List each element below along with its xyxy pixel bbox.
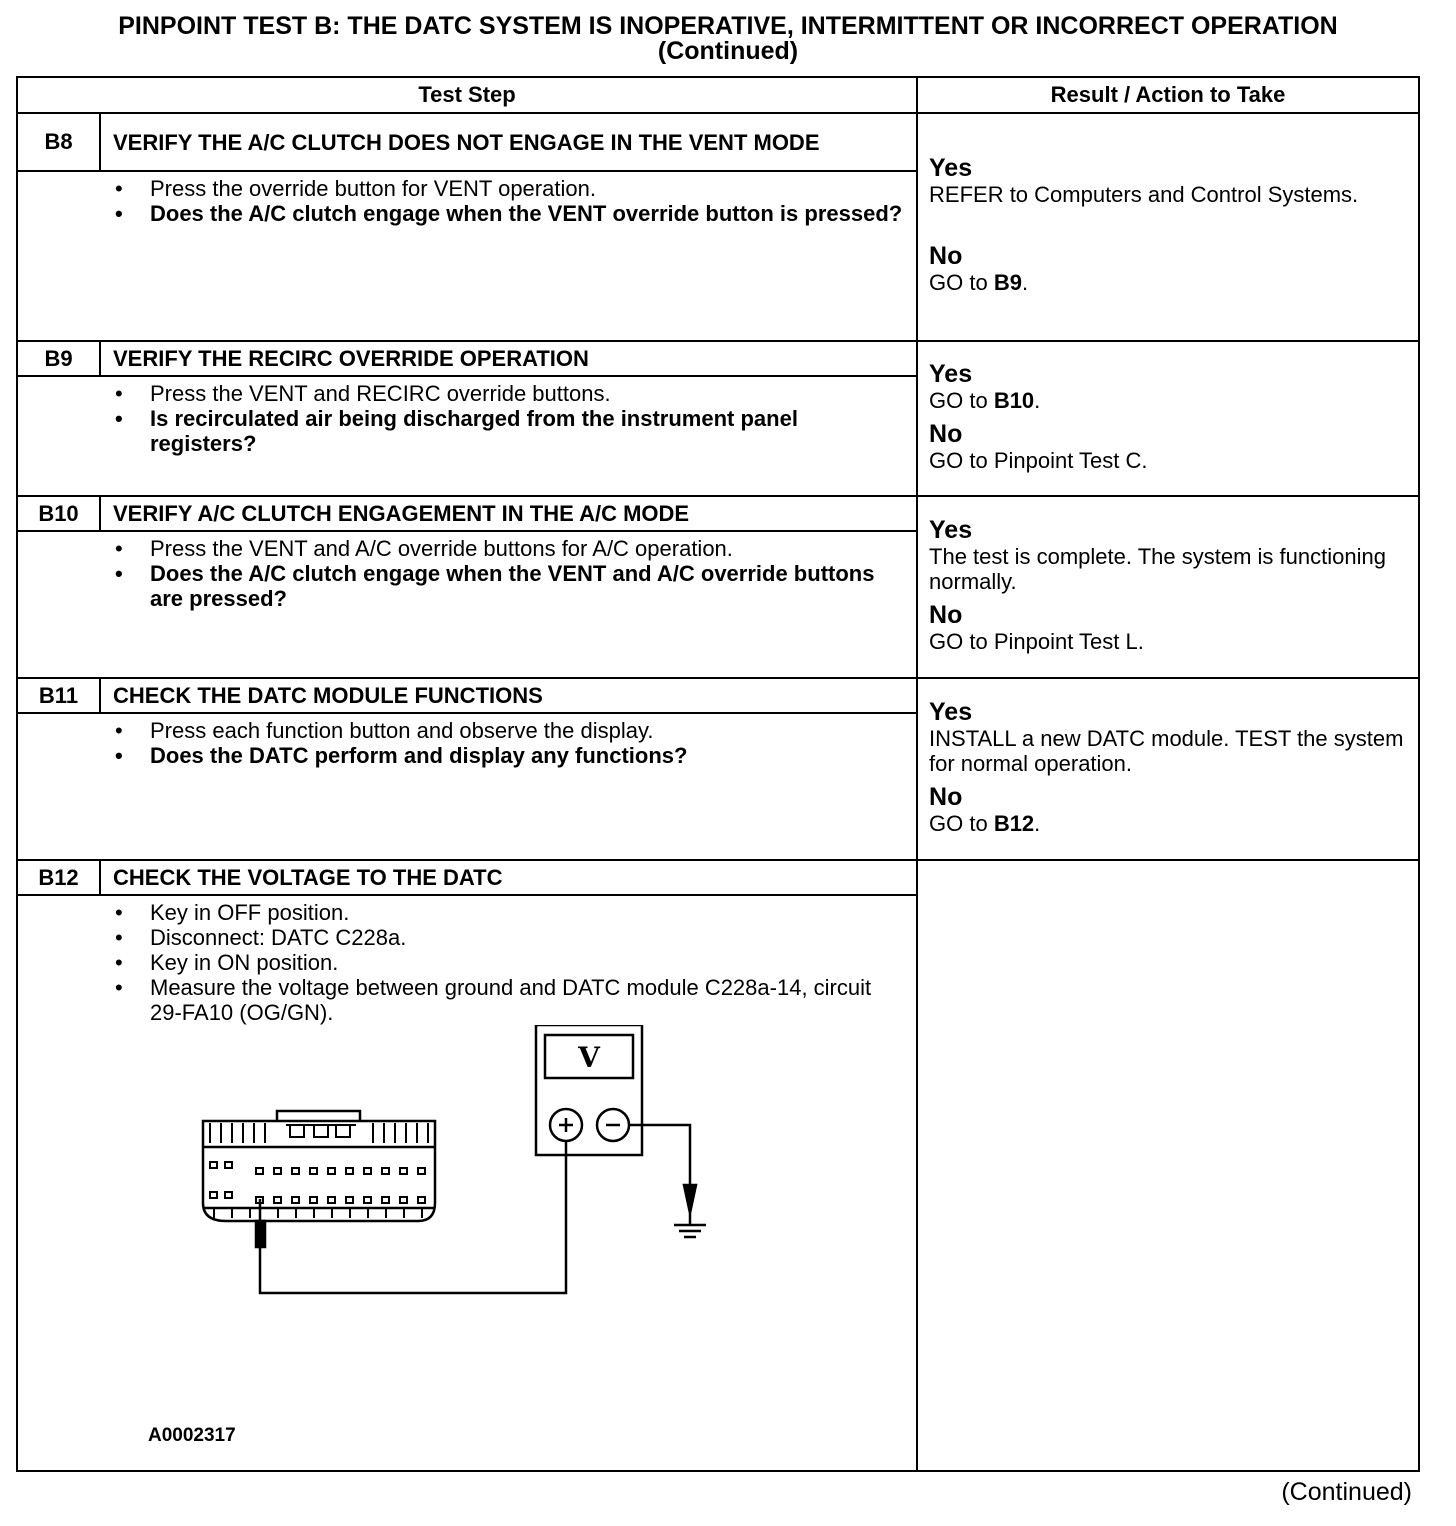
step-row (17, 341, 1419, 376)
no-label: No (929, 242, 963, 270)
step-body (17, 376, 917, 496)
voltmeter-connector-diagram-icon (18, 1025, 916, 1470)
meter-symbol: V (578, 1041, 600, 1074)
result-cell (917, 113, 1419, 341)
probe-tip (684, 1185, 696, 1213)
yes-label: Yes (929, 359, 973, 388)
yes-label: Yes (929, 697, 973, 726)
step-title: CHECK THE VOLTAGE TO THE DATC (100, 860, 917, 895)
yes-label: Yes (929, 515, 973, 544)
page-title-continued: (Continued) (657, 37, 799, 65)
result-cell-empty (917, 860, 1419, 1471)
step-body (17, 895, 917, 1471)
no-label: No (929, 419, 963, 448)
step-row (17, 860, 1419, 895)
yes-label: Yes (929, 154, 973, 182)
step-body (17, 171, 917, 341)
no-label: No (929, 600, 963, 629)
voltmeter-connector-figure (18, 1025, 906, 1470)
step-row (17, 678, 1419, 713)
no-action: GO to B9. (929, 270, 1029, 295)
table-header-row (17, 77, 1419, 113)
list-item-question: • Does the DATC perform and display any functions? (18, 743, 906, 768)
no-action: GO to Pinpoint Test L. (929, 628, 1144, 654)
step-id: B10 (17, 496, 100, 531)
result-cell (917, 341, 1419, 496)
step-bullets (18, 536, 906, 611)
result-cell (917, 678, 1419, 860)
yes-action: REFER to Computers and Control Systems. (929, 182, 1359, 207)
result-cell (917, 496, 1419, 678)
list-item-question: • Does the A/C clutch engage when the VENT override button is pressed? (18, 201, 906, 226)
pinpoint-test-table (16, 76, 1420, 1472)
continued-footer: (Continued) (1281, 1478, 1412, 1506)
step-id: B11 (17, 678, 100, 713)
step-bullets (18, 381, 906, 456)
figure-id: A0002317 (148, 1425, 236, 1446)
step-body (17, 531, 917, 678)
step-title: VERIFY THE RECIRC OVERRIDE OPERATION (100, 341, 917, 376)
no-action: GO to B12. (929, 810, 1041, 836)
no-action: GO to Pinpoint Test C. (929, 447, 1148, 473)
list-item: • Key in OFF position. (18, 900, 906, 925)
yes-action: GO to B10. (929, 387, 1041, 413)
header-result-action: Result / Action to Take (917, 77, 1419, 113)
page-title: PINPOINT TEST B: THE DATC SYSTEM IS INOPERATIVE, INTERMITTENT OR INCORRECT OPERATION (118, 12, 1338, 40)
list-item: • Press the override button for VENT operation. (18, 176, 906, 201)
list-item-question: • Is recirculated air being discharged from the instrument panel registers? (18, 406, 906, 456)
step-title: VERIFY A/C CLUTCH ENGAGEMENT IN THE A/C MODE (100, 496, 917, 531)
step-title: CHECK THE DATC MODULE FUNCTIONS (100, 678, 917, 713)
step-bullets (18, 718, 906, 768)
step-id: B9 (17, 341, 100, 376)
step-id: B12 (17, 860, 100, 895)
list-item: • Press the VENT and A/C override buttons for A/C operation. (18, 536, 906, 561)
step-title: VERIFY THE A/C CLUTCH DOES NOT ENGAGE IN THE VENT MODE (100, 113, 917, 171)
step-row (17, 113, 1419, 171)
list-item: • Press each function button and observe the display. (18, 718, 906, 743)
step-row (17, 496, 1419, 531)
no-label: No (929, 782, 963, 811)
step-bullets (18, 176, 906, 226)
step-id: B8 (17, 113, 100, 171)
step-body (17, 713, 917, 860)
list-item: • Key in ON position. (18, 950, 906, 975)
step-bullets (18, 900, 906, 1025)
list-item: • Press the VENT and RECIRC override buttons. (18, 381, 906, 406)
yes-action: INSTALL a new DATC module. TEST the system for normal operation. (929, 725, 1404, 776)
header-test-step: Test Step (17, 77, 917, 113)
list-item: • Disconnect: DATC C228a. (18, 925, 906, 950)
list-item: • Measure the voltage between ground and DATC module C228a-14, circuit 29-FA10 (OG/GN). (18, 975, 906, 1025)
yes-action: The test is complete. The system is functioning normally. (929, 543, 1386, 594)
list-item-question: • Does the A/C clutch engage when the VENT and A/C override buttons are pressed? (18, 561, 906, 611)
